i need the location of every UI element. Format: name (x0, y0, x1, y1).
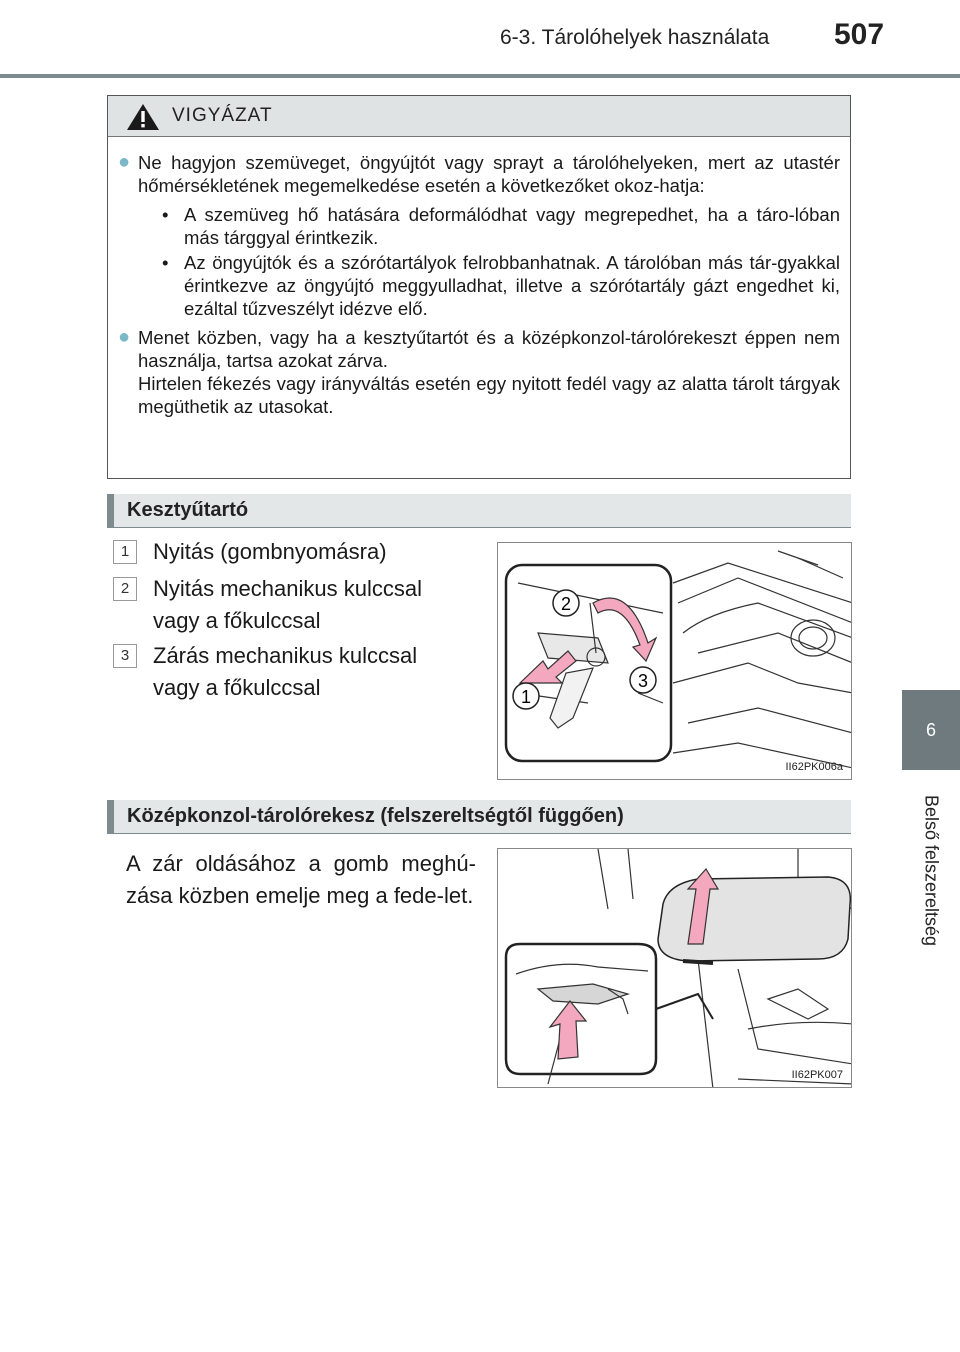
warning-bullet-text: Ne hagyjon szemüveget, öngyújtót vagy sprayt a tárolóhelyeken, mert az utastér hőmérsékletének megemelkedése esetén a következőket okoz-hatja: (138, 152, 840, 196)
bullet-dot-icon: ● (118, 151, 131, 173)
glovebox-step-1 (113, 536, 387, 568)
step-number-badge: 1 (113, 540, 137, 564)
console-heading-text: Középkonzol-tárolórekesz (felszereltségtől függően) (127, 805, 624, 827)
warning-triangle-icon (126, 103, 160, 131)
step-text: Nyitás mechanikus kulccsal (153, 576, 422, 601)
warning-label: VIGYÁZAT (172, 105, 273, 126)
figure-code: II62PK006a (785, 761, 843, 773)
glovebox-heading (107, 494, 851, 528)
warning-bullet (118, 326, 840, 418)
glovebox-step-2 (113, 573, 422, 637)
section-heading: 6-3. Tárolóhelyek használata (500, 26, 770, 49)
warning-bullet-text: Menet közben, vagy ha a kesztyűtartót és a középkonzol-tárolórekeszt éppen nem használja, tartsa azokat zárva. (138, 327, 840, 371)
console-illustration (498, 849, 852, 1088)
step-number-badge: 2 (113, 577, 137, 601)
warning-bullet-text-2: Hirtelen fékezés vagy irányváltás esetén egy nyitott fedél vagy az alatta tárolt tárgyak megüthetik az utasokat. (138, 373, 840, 417)
step-text: Nyitás (gombnyomásra) (153, 539, 387, 564)
console-instruction: A zár oldásához a gomb meghú-zása közben emelje meg a fede-let. (126, 851, 476, 908)
console-figure (497, 848, 852, 1088)
step-text-2: vagy a főkulccsal (153, 608, 321, 633)
chapter-tab: 6 (902, 690, 960, 770)
chapter-title-text: Belső felszereltség (921, 794, 942, 947)
subitem-dot-icon: • (162, 252, 169, 273)
callout-2: 2 (560, 594, 572, 614)
callout-1: 1 (520, 687, 532, 707)
callout-3: 3 (637, 671, 649, 691)
warning-subitem (162, 203, 840, 249)
glovebox-heading-text: Kesztyűtartó (127, 499, 249, 521)
warning-subitem (162, 251, 840, 320)
page-number: 507 (834, 18, 885, 51)
warning-subitem-text: Az öngyújtók és a szórótartályok felrobbanhatnak. A tárolóban más tár-gyakkal érintkezve az öngyújtó meggyulladhat, illetve a szórótartály gázt engedhet ki, ezáltal tűzveszélyt idézve elő. (184, 252, 840, 319)
chapter-title (902, 770, 960, 1030)
warning-body (108, 137, 850, 418)
bullet-dot-icon: ● (118, 326, 131, 348)
figure-code: II62PK007 (791, 1069, 843, 1081)
warning-header (108, 96, 850, 137)
step-text: Zárás mechanikus kulccsal (153, 643, 418, 668)
step-text-2: vagy a főkulccsal (153, 675, 321, 700)
glovebox-illustration (498, 543, 852, 780)
header-rule (0, 74, 960, 78)
warning-box (107, 95, 851, 479)
glovebox-step-3 (113, 640, 417, 704)
console-heading (107, 800, 851, 834)
step-number-badge: 3 (113, 644, 137, 668)
warning-subitem-text: A szemüveg hő hatására deformálódhat vagy megrepedhet, ha a táro-lóban más tárggyal érintkezik. (184, 204, 840, 248)
subitem-dot-icon: • (162, 204, 169, 225)
warning-bullet (118, 151, 840, 320)
glovebox-figure (497, 542, 852, 780)
